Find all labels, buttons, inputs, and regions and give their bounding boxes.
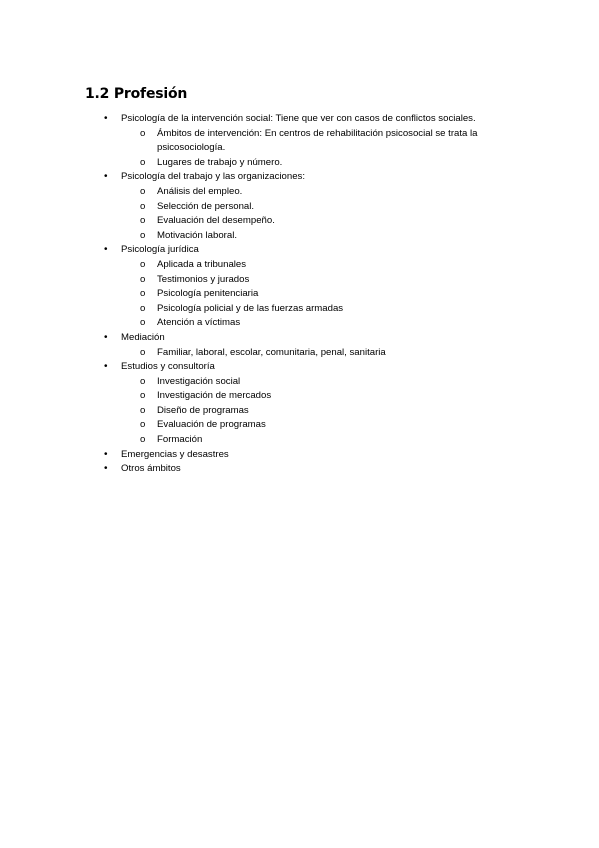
circle-bullet-icon: o [140,185,146,197]
circle-bullet-icon: o [140,127,146,139]
circle-bullet-icon: o [140,434,146,446]
sub-list-item-text: Diseño de programas [157,404,249,416]
sub-list-item [0,375,599,390]
circle-bullet-icon: o [140,156,146,168]
sub-list-item [0,418,599,433]
section-heading: 1.2 Profesión [85,86,188,102]
list-item [0,331,599,346]
circle-bullet-icon: o [140,390,146,402]
sub-list-item [0,433,599,448]
sub-list-item [0,273,599,288]
list-item-text: Emergencias y desastres [121,448,229,460]
sub-list-item [0,316,599,331]
sub-list-item [0,127,599,156]
bullet-list [0,112,599,477]
sub-list-item-text: Testimonios y jurados [157,273,250,285]
list-item-text: Otros ámbitos [121,463,181,475]
list-item-text: Estudios y consultoría [121,361,215,373]
circle-bullet-icon: o [140,346,146,358]
sub-list-item [0,346,599,361]
list-item [0,462,599,477]
sub-list-item-text: Psicología penitenciaria [157,288,259,300]
sub-list-item-text: Ámbitos de intervención: En centros de rehabilitación psicosocial se trata la psicosociología. [157,127,478,154]
list-item-text: Psicología de la intervención social: Tiene que ver con casos de conflictos sociales. [121,113,476,124]
circle-bullet-icon: o [140,317,146,329]
bullet-icon: • [104,361,108,373]
sub-list-item [0,229,599,244]
sub-list-item [0,156,599,171]
list-item-text: Psicología del trabajo y las organizaciones: [121,171,305,183]
circle-bullet-icon: o [140,288,146,300]
sub-list-item [0,258,599,273]
sub-list-item-text: Evaluación del desempeño. [157,215,275,227]
bullet-icon: • [104,171,108,183]
sub-list-item-text: Evaluación de programas [157,419,266,431]
sub-list-item [0,287,599,302]
sub-list-item [0,214,599,229]
circle-bullet-icon: o [140,200,146,212]
bullet-icon: • [104,448,108,460]
bullet-icon: • [104,244,108,256]
sub-list-item-text: Motivación laboral. [157,229,237,241]
sub-list-item-text: Aplicada a tribunales [157,258,247,270]
sub-list-item-text: Análisis del empleo. [157,185,243,197]
bullet-icon: • [104,463,108,475]
bullet-icon: • [104,331,108,343]
circle-bullet-icon: o [140,215,146,227]
circle-bullet-icon: o [140,273,146,285]
list-item [0,448,599,463]
sub-list-item-text: Psicología policial y de las fuerzas armadas [157,302,344,314]
sub-list-item-text: Formación [157,434,203,446]
sub-list-item [0,185,599,200]
list-item-text: Psicología jurídica [121,244,199,256]
sub-list-item [0,200,599,215]
sub-list-item [0,302,599,317]
sub-list-item-text: Investigación de mercados [157,390,272,402]
sub-list-item [0,404,599,419]
list-item [0,243,599,258]
sub-list-item [0,389,599,404]
sub-list-item-text: Selección de personal. [157,200,255,212]
circle-bullet-icon: o [140,375,146,387]
list-item [0,112,599,127]
bullet-icon: • [104,113,108,124]
sub-list-item-text: Investigación social [157,375,241,387]
circle-bullet-icon: o [140,419,146,431]
sub-list-item-text: Atención a víctimas [157,317,241,329]
list-item [0,170,599,185]
list-item [0,360,599,375]
circle-bullet-icon: o [140,229,146,241]
sub-list-item-text: Familiar, laboral, escolar, comunitaria, penal, sanitaria [157,346,386,358]
circle-bullet-icon: o [140,302,146,314]
circle-bullet-icon: o [140,258,146,270]
list-item-text: Mediación [121,331,165,343]
sub-list-item-text: Lugares de trabajo y número. [157,156,283,168]
circle-bullet-icon: o [140,404,146,416]
